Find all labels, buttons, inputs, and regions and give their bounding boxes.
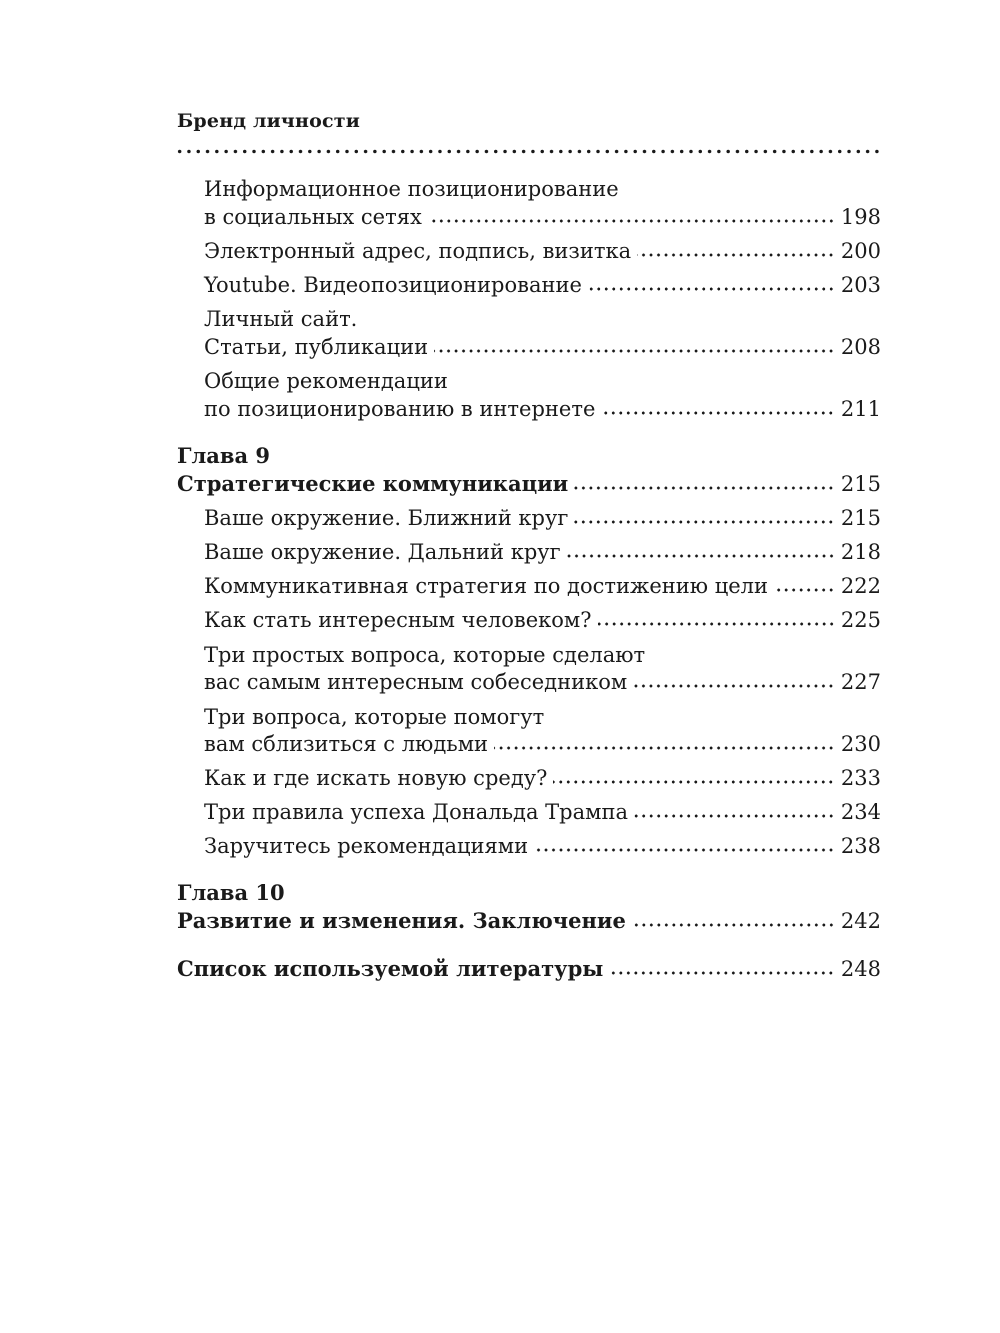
leader-dots	[494, 746, 835, 750]
page-number: 200	[840, 239, 881, 263]
leader-dots	[434, 349, 835, 353]
toc-entry[interactable]	[204, 396, 881, 422]
toc-entry-title: Как и где искать новую среду?	[204, 766, 548, 790]
toc-entry[interactable]	[204, 204, 881, 230]
page-number: 227	[840, 670, 881, 694]
toc-entry-title: Три вопроса, которые помогут	[204, 705, 545, 729]
toc-entry-line	[204, 306, 881, 332]
chapter-entry[interactable]	[177, 908, 881, 934]
toc-entry-title: Заручитесь рекомендациями	[204, 834, 529, 858]
toc-entry-title: по позиционированию в интернете	[204, 397, 596, 421]
leader-dots	[574, 520, 835, 524]
page-number: 248	[840, 957, 881, 981]
page-number: 238	[840, 834, 881, 858]
chapter-label	[177, 443, 881, 469]
toc-entry[interactable]	[204, 272, 881, 298]
leader-dots	[637, 253, 835, 257]
toc-entry[interactable]	[204, 833, 881, 859]
toc-entry[interactable]	[204, 799, 881, 825]
page-number: 211	[840, 397, 881, 421]
leader-dots	[428, 219, 835, 223]
toc-entry-title: Электронный адрес, подпись, визитка	[204, 239, 632, 263]
leader-dots	[601, 411, 835, 415]
leader-dots	[598, 622, 835, 626]
chapter-label	[177, 880, 881, 906]
toc-entry[interactable]	[204, 731, 881, 757]
toc-entry-line	[204, 368, 881, 394]
page-number: 233	[840, 766, 881, 790]
leader-dots	[553, 780, 835, 784]
toc-entry-title: Ваше окружение. Ближний круг	[204, 506, 569, 530]
page-number: 203	[840, 273, 881, 297]
leader-dots	[634, 814, 835, 818]
toc-entry[interactable]	[204, 539, 881, 565]
chapter-title: Развитие и изменения. Заключение	[177, 908, 626, 933]
toc-entry-line	[204, 176, 881, 202]
chapter-number: Глава 10	[177, 880, 285, 905]
toc-entry-line	[204, 642, 881, 668]
page-number: 215	[840, 472, 881, 496]
toc-entry[interactable]	[204, 334, 881, 360]
header-dotted-rule	[175, 149, 883, 154]
page-number: 208	[840, 335, 881, 359]
toc-entry[interactable]	[204, 669, 881, 695]
leader-dots	[574, 486, 835, 490]
toc-entry[interactable]	[204, 607, 881, 633]
toc-entry-title: Статьи, публикации	[204, 335, 429, 359]
leader-dots	[774, 588, 835, 592]
chapter-title: Список используемой литературы	[177, 956, 604, 981]
page-number: 222	[840, 574, 881, 598]
running-head: Бренд личности	[177, 110, 361, 132]
toc-entry[interactable]	[204, 765, 881, 791]
page-number: 218	[840, 540, 881, 564]
toc-entry-title: Три простых вопроса, которые сделают	[204, 643, 646, 667]
toc-entry-title: вам сблизиться с людьми	[204, 732, 489, 756]
page-number: 225	[840, 608, 881, 632]
page-number: 242	[840, 909, 881, 933]
toc-entry-title: Личный сайт.	[204, 307, 358, 331]
toc-entry-title: Youtube. Видеопозиционирование	[204, 273, 582, 297]
toc-entry-title: в социальных сетях	[204, 205, 422, 229]
toc-entry[interactable]	[204, 573, 881, 599]
leader-dots	[588, 287, 835, 291]
toc-entry-title: Общие рекомендации	[204, 369, 448, 393]
chapter-number: Глава 9	[177, 443, 271, 468]
toc-entry-line	[204, 704, 881, 730]
leader-dots	[609, 971, 835, 975]
toc-entry-title: Ваше окружение. Дальний круг	[204, 540, 561, 564]
page-number: 234	[840, 800, 881, 824]
chapter-entry[interactable]	[177, 471, 881, 497]
page-number: 198	[840, 205, 881, 229]
page-number: 215	[840, 506, 881, 530]
leader-dots	[632, 923, 835, 927]
chapter-entry[interactable]	[177, 956, 881, 982]
leader-dots	[633, 684, 835, 688]
toc-entry[interactable]	[204, 238, 881, 264]
toc-entry[interactable]	[204, 505, 881, 531]
toc-entry-title: вас самым интересным собеседником	[204, 670, 628, 694]
leader-dots	[534, 848, 835, 852]
page-number: 230	[840, 732, 881, 756]
leader-dots	[567, 554, 835, 558]
toc-entry-title: Три правила успеха Дональда Трампа	[204, 800, 628, 824]
chapter-title: Стратегические коммуникации	[177, 471, 569, 496]
toc-entry-title: Как стать интересным человеком?	[204, 608, 592, 632]
toc-entry-title: Информационное позиционирование	[204, 177, 619, 201]
toc-entry-title: Коммуникативная стратегия по достижению цели	[204, 574, 768, 598]
